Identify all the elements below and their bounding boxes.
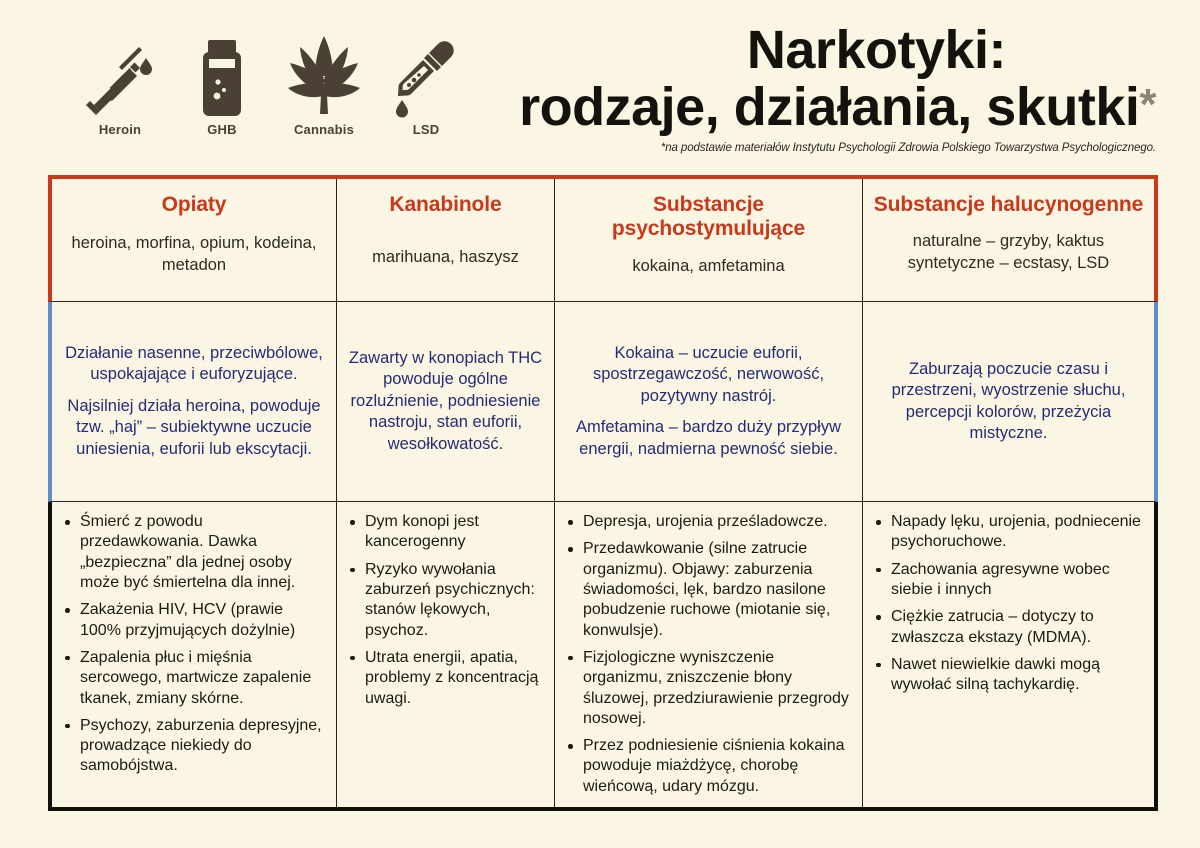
effect-paragraph: Zaburzają poczucie czasu i przestrzeni, wyostrzenie słuchu, percepcji kolorów, przeżycia mistyczne.	[891, 359, 1126, 442]
title-block	[468, 0, 1200, 154]
list-item: Przedawkowanie (silne zatrucie organizmu). Objawy: zaburzenia świadomości, lęk, bardzo nasilone pobudzenie ruchowe (miotanie się, konwulsje).	[581, 539, 852, 641]
title-footnote: *na podstawie materiałów Instytutu Psychologii Zdrowia Polskiego Towarzystwa Psychologicznego.	[660, 142, 1156, 155]
icon-caption-cannabis: Cannabis	[293, 122, 355, 137]
icon-block-ghb	[180, 36, 264, 137]
cannabis-leaf-icon	[276, 30, 372, 118]
table-header-row	[48, 175, 1158, 302]
category-examples: marihuana, haszysz	[372, 248, 519, 267]
syringe-icon	[84, 36, 156, 118]
risk-list	[561, 512, 852, 797]
header-cell-halucynogenne	[863, 179, 1154, 301]
category-title: Opiaty	[161, 193, 227, 216]
effects-cell-opiaty	[52, 302, 337, 501]
drug-icon-row	[0, 0, 468, 137]
effect-paragraph: Najsilniej działa heroina, powoduje tzw. „haj” – subiektywne uczucie uniesienia, euforii lub ekscytacji.	[67, 396, 321, 458]
risks-cell-opiaty	[52, 502, 337, 807]
category-title: Substancje psychostymulujące	[611, 193, 806, 241]
table-risks-row	[48, 502, 1158, 811]
header-cell-psychostymulujace	[555, 179, 863, 301]
list-item: Ciężkie zatrucia – dotyczy to zwłaszcza ekstazy (MDMA).	[889, 607, 1144, 648]
page-header	[0, 0, 1200, 168]
header-cell-kanabinole	[337, 179, 555, 301]
page-title-line2-text: rodzaje, działania, skutki	[519, 77, 1140, 138]
icon-caption-ghb: GHB	[207, 122, 237, 137]
category-title: Kanabinole	[389, 193, 502, 216]
category-examples: kokaina, amfetamina	[632, 256, 785, 275]
icon-caption-lsd: LSD	[412, 122, 440, 137]
risks-cell-psychostymulujace	[555, 502, 863, 807]
category-examples: naturalne – grzyby, kaktus syntetyczne – ecstasy, LSD	[907, 232, 1110, 272]
list-item: Psychozy, zaburzenia depresyjne, prowadzące niekiedy do samobójstwa.	[78, 716, 326, 777]
effects-cell-kanabinole	[337, 302, 555, 501]
icon-block-cannabis	[282, 30, 366, 137]
table-effects-row	[48, 302, 1158, 502]
list-item: Ryzyko wywołania zaburzeń psychicznych: stanów lękowych, psychoz.	[363, 560, 544, 641]
bottle-icon	[193, 36, 251, 118]
header-cell-opiaty	[52, 179, 337, 301]
page-title-line2	[486, 79, 1156, 136]
list-item: Depresja, urojenia prześladowcze.	[581, 512, 852, 532]
risks-cell-halucynogenne	[863, 502, 1154, 807]
category-examples: heroina, morfina, opium, kodeina, metadon	[71, 234, 317, 274]
effects-cell-psychostymulujace	[555, 302, 863, 501]
list-item: Zapalenia płuc i mięśnia sercowego, martwicze zapalenie tkanek, zmiany skórne.	[78, 648, 326, 709]
effect-paragraph: Amfetamina – bardzo duży przypływ energii, nadmierna pewność siebie.	[575, 418, 842, 458]
icon-block-heroin	[78, 36, 162, 137]
list-item: Utrata energii, apatia, problemy z koncentracją uwagi.	[363, 648, 544, 709]
list-item: Dym konopi jest kancerogenny	[363, 512, 544, 553]
list-item: Napady lęku, urojenia, podniecenie psychoruchowe.	[889, 512, 1144, 553]
list-item: Przez podniesienie ciśnienia kokaina powoduje miażdżycę, chorobę wieńcową, udary mózgu.	[581, 736, 852, 797]
drug-comparison-table	[48, 175, 1158, 811]
category-title: Substancje halucynogenne	[873, 193, 1144, 216]
icon-block-lsd	[384, 36, 468, 137]
list-item: Śmierć z powodu przedawkowania. Dawka „bezpieczna” dla jednej osoby może być śmiertelna dla innej.	[78, 512, 326, 593]
page-title-line1: Narkotyki:	[746, 20, 1006, 80]
list-item: Fizjologiczne wyniszczenie organizmu, zniszczenie błony śluzowej, przedziurawienie przegrody nosowej.	[581, 648, 852, 729]
icon-caption-heroin: Heroin	[98, 122, 142, 137]
effects-cell-halucynogenne	[863, 302, 1154, 501]
risks-cell-kanabinole	[337, 502, 555, 807]
risk-list	[343, 512, 544, 709]
title-asterisk: *	[1139, 80, 1156, 130]
effect-paragraph: Działanie nasenne, przeciwbólowe, uspokajające i euforyzujące.	[65, 343, 323, 384]
list-item: Zakażenia HIV, HCV (prawie 100% przyjmujących dożylnie)	[78, 600, 326, 641]
effect-paragraph: Kokaina – uczucie euforii, spostrzegawczość, nerwowość, pozytywny nastrój.	[592, 343, 825, 405]
dropper-icon	[390, 36, 462, 118]
risk-list	[58, 512, 326, 777]
effect-paragraph: Zawarty w konopiach THC powoduje ogólne rozluźnienie, podniesienie nastroju, stan euforii, wesołkowatość.	[348, 348, 543, 453]
list-item: Nawet niewielkie dawki mogą wywołać silną tachykardię.	[889, 655, 1144, 696]
page-title	[486, 22, 1160, 136]
list-item: Zachowania agresywne wobec siebie i innych	[889, 560, 1144, 601]
risk-list	[869, 512, 1144, 696]
